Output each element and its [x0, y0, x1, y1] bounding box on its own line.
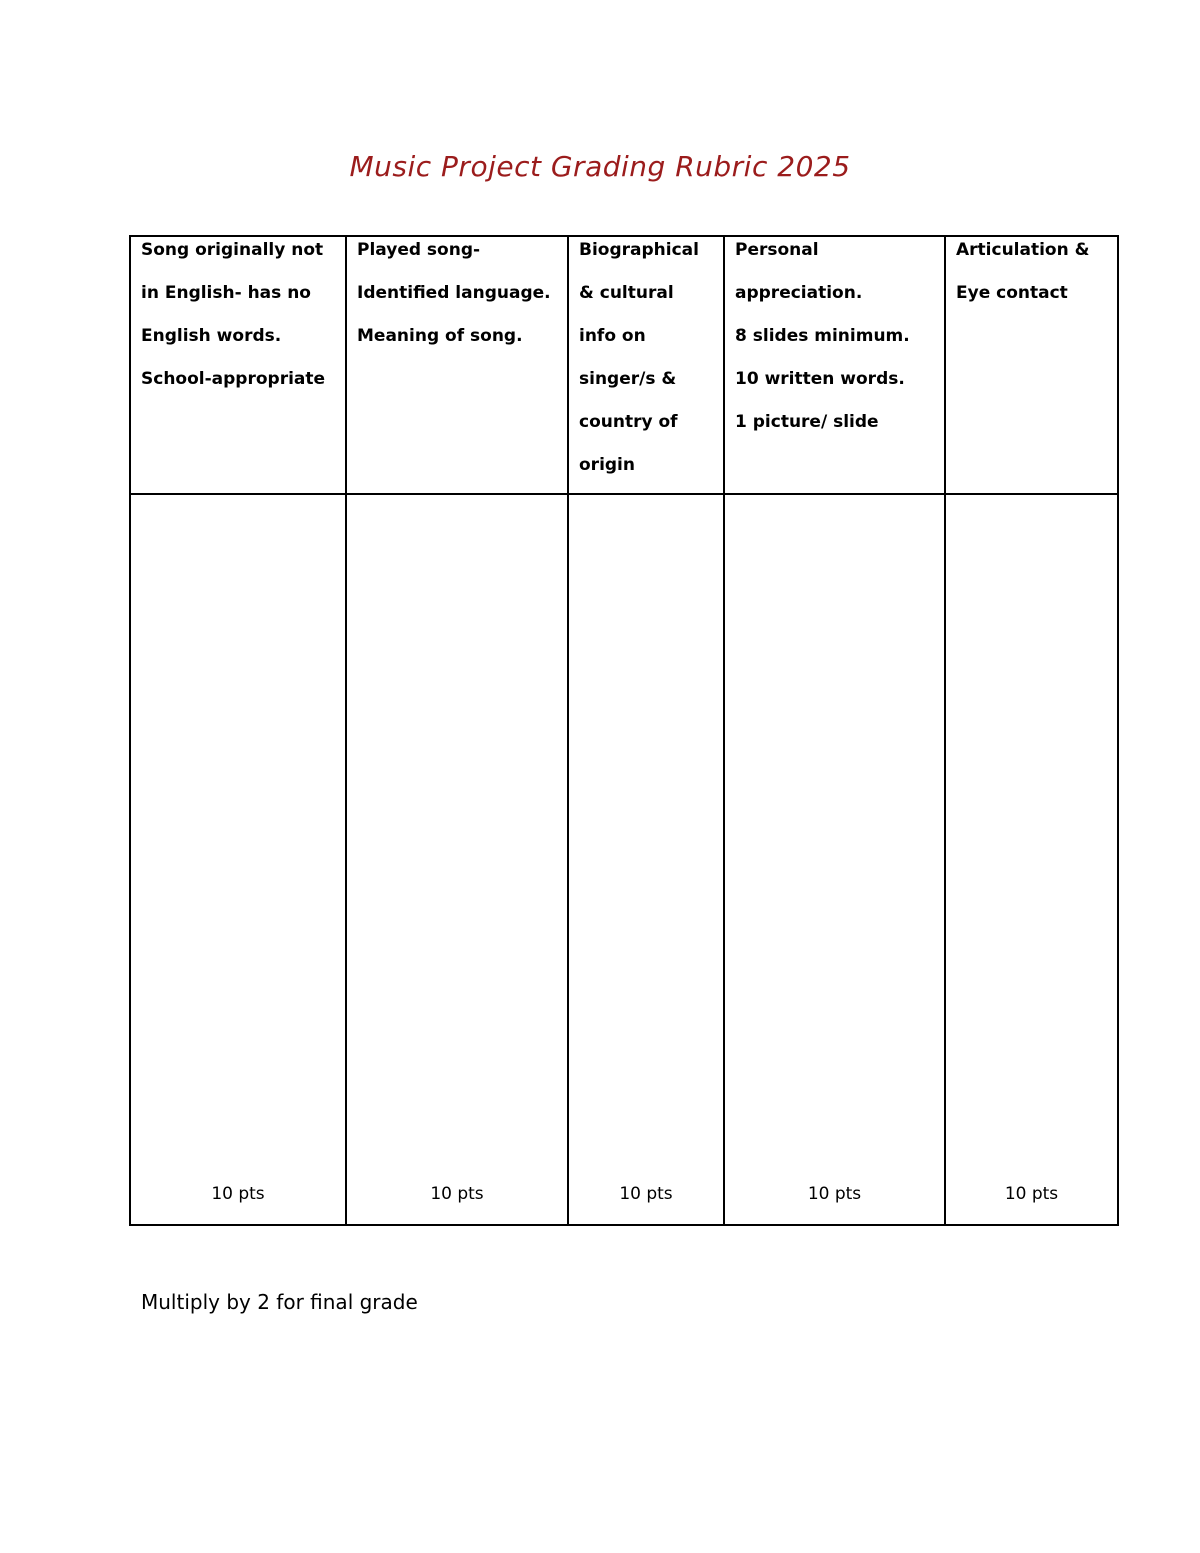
criteria-line: & cultural [579, 283, 674, 303]
score-cell [568, 494, 724, 1225]
criteria-line: Played song- [357, 240, 481, 260]
criteria-line: 8 slides minimum. [735, 326, 910, 346]
criteria-line: country of [579, 412, 678, 432]
criteria-line: origin [579, 455, 635, 475]
criteria-line: Meaning of song. [357, 326, 523, 346]
criteria-line: School-appropriate [141, 369, 326, 389]
score-cell [945, 494, 1118, 1225]
criteria-line: appreciation. [735, 283, 863, 303]
criteria-line: English words. [141, 326, 282, 346]
score-cell [130, 494, 346, 1225]
criteria-cell-articulation [945, 236, 1118, 494]
page-title: Music Project Grading Rubric 2025 [349, 150, 851, 183]
points-label: 10 pts [807, 1184, 862, 1204]
rubric-table [129, 235, 1119, 1226]
scoring-row [130, 494, 1118, 1225]
criteria-row [130, 236, 1118, 494]
score-cell [724, 494, 945, 1225]
criteria-cell-played-song [346, 236, 568, 494]
points-label: 10 pts [1004, 1184, 1059, 1204]
criteria-line: 1 picture/ slide [735, 412, 879, 432]
criteria-cell-song-language [130, 236, 346, 494]
points-label: 10 pts [430, 1184, 484, 1204]
criteria-line: Song originally not [141, 240, 324, 260]
points-label: 10 pts [619, 1184, 673, 1204]
criteria-line: Personal [735, 240, 819, 260]
criteria-line: Eye contact [956, 283, 1068, 303]
criteria-line: Articulation & [956, 240, 1090, 260]
criteria-line: singer/s & [579, 369, 677, 389]
criteria-line: 10 written words. [735, 369, 905, 389]
points-label: 10 pts [211, 1184, 265, 1204]
criteria-line: Identified language. [357, 283, 551, 303]
score-cell [346, 494, 568, 1225]
criteria-cell-biographical-info [568, 236, 724, 494]
criteria-line: info on [579, 326, 646, 346]
criteria-cell-personal-appreciation [724, 236, 945, 494]
final-grade-note: Multiply by 2 for final grade [141, 1290, 418, 1314]
criteria-line: Biographical [579, 240, 699, 260]
criteria-line: in English- has no [141, 283, 311, 303]
